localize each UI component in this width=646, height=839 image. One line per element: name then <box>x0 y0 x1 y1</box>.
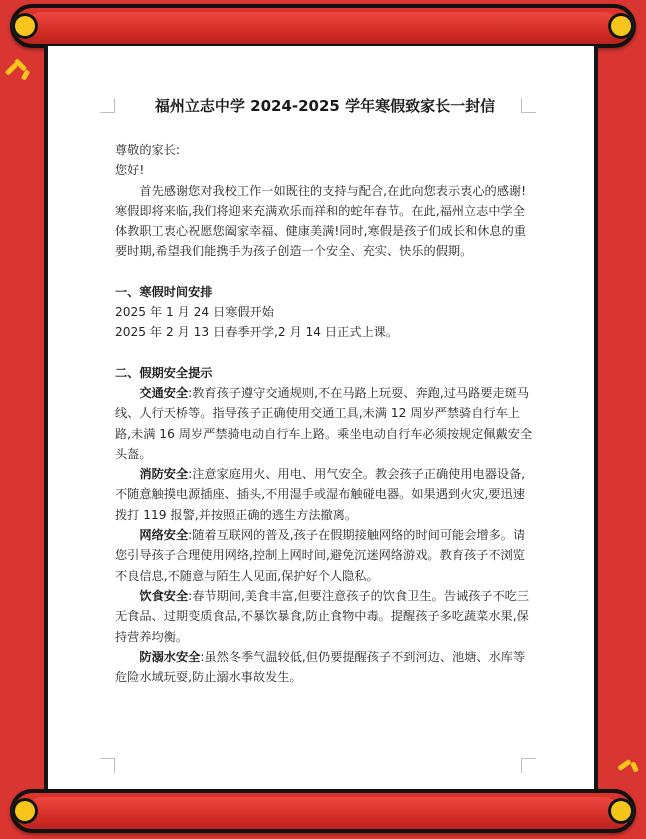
top-right-scroll-knob <box>608 13 634 39</box>
schedule-line-return: 2025 年 2 月 13 日春季开学,2 月 14 日正式上课。 <box>115 325 399 340</box>
greeting: 您好! <box>115 163 145 178</box>
safety-item-label: 防溺水安全 <box>139 649 201 664</box>
bottom-right-scroll-knob <box>608 798 634 824</box>
top-scroll-rod <box>10 4 636 48</box>
schedule-line-start: 2025 年 1 月 24 日寒假开始 <box>115 305 274 320</box>
safety-item-food <box>115 586 535 647</box>
safety-item-text: :教育孩子遵守交通规则,不在马路上玩耍、奔跑,过马路要走斑马线、人行天桥等。指导孩子正确使用交通工具,未满 12 周岁严禁骑自行车上路,未满 16 周岁严禁骑电动自行车上路。乘坐电动自行车必须按规定佩戴安全头盔。 <box>115 385 533 461</box>
page-corner-mark <box>521 758 536 773</box>
letter-paper <box>44 46 598 791</box>
bottom-left-scroll-knob <box>12 798 38 824</box>
section-heading-safety: 二、假期安全提示 <box>115 365 213 380</box>
page-corner-mark <box>100 758 115 773</box>
safety-item-drowning <box>115 647 535 688</box>
safety-item-label: 消防安全 <box>139 467 189 482</box>
sparkle-icon <box>630 761 639 772</box>
letter-title: 福州立志中学 2024-2025 学年寒假致家长一封信 <box>154 97 496 115</box>
safety-item-text: :虽然冬季气温较低,但仍要提醒孩子不到河边、池塘、水库等危险水域玩耍,防止溺水事故发生。 <box>115 649 526 685</box>
top-left-scroll-knob <box>12 13 38 39</box>
safety-item-text: :春节期间,美食丰富,但要注意孩子的饮食卫生。告诫孩子不吃三无食品、过期变质食品,不暴饮暴食,防止食物中毒。提醒孩子多吃蔬菜水果,保持营养均衡。 <box>115 588 530 644</box>
safety-item-network <box>115 525 535 586</box>
safety-item-text: :注意家庭用火、用电、用气安全。教会孩子正确使用电器设备,不随意触摸电源插座、插头,不用湿手或湿布触碰电器。如果遇到火灾,要迅速拨打 119 报警,并按照正确的逃生方法撤离。 <box>115 467 526 522</box>
letter-body <box>115 96 535 687</box>
bottom-scroll-stripe <box>28 797 618 823</box>
safety-item-label: 交通安全 <box>139 385 189 400</box>
safety-item-fire <box>115 464 535 525</box>
sparkle-icon <box>617 759 631 771</box>
bottom-scroll-rod <box>10 789 636 833</box>
safety-item-text: :随着互联网的普及,孩子在假期接触网络的时间可能会增多。请您引导孩子合理使用网络,控制上网时间,避免沉迷网络游戏。教育孩子不浏览不良信息,不随意与陌生人见面,保护好个人隐私。 <box>115 528 526 583</box>
safety-item-traffic <box>115 383 535 464</box>
page-corner-mark <box>100 98 115 113</box>
safety-item-label: 网络安全 <box>139 528 189 543</box>
section-heading-schedule: 一、寒假时间安排 <box>115 284 213 299</box>
intro-paragraph: 首先感谢您对我校工作一如既往的支持与配合,在此向您表示衷心的感谢!寒假即将来临,我们将迎来充满欢乐而祥和的蛇年春节。在此,福州立志中学全体教职工衷心祝愿您阖家幸福、健康美满!同时,寒假是孩子们成长和休息的重要时期,希望我们能携手为孩子创造一个安全、充实、快乐的假期。 <box>115 183 526 259</box>
top-scroll-stripe <box>28 12 618 38</box>
safety-item-label: 饮食安全 <box>139 588 189 603</box>
salutation: 尊敬的家长: <box>115 143 181 157</box>
